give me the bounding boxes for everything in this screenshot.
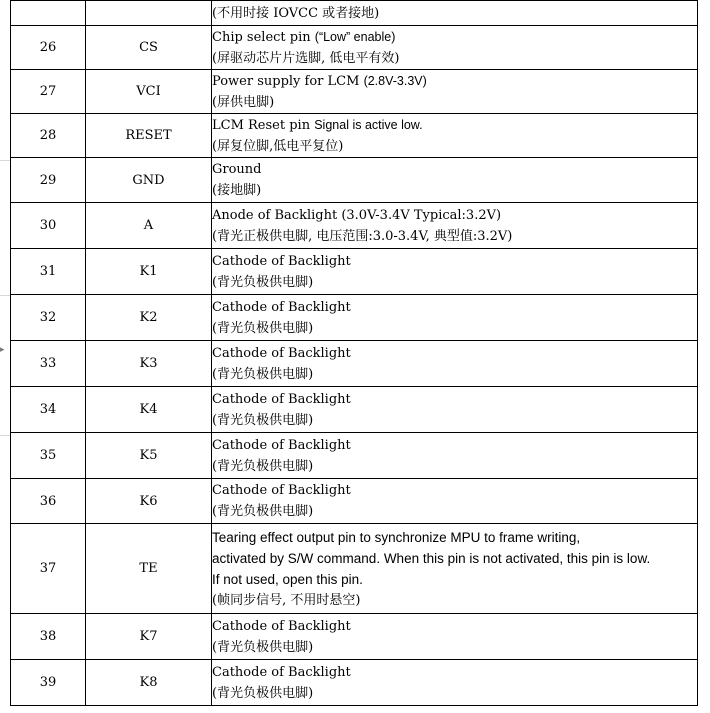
pin-number-cell: 35 — [11, 433, 86, 479]
description-note: (“Low” enable) — [314, 29, 396, 44]
pin-symbol-cell — [86, 1, 212, 26]
description-text: (背光负极供电脚) — [212, 458, 314, 474]
description-note: Signal is active low. — [314, 117, 423, 132]
pin-number-cell: 31 — [11, 249, 86, 295]
pin-definition-table — [10, 0, 698, 706]
pin-symbol-cell: GND — [86, 158, 212, 203]
table-row — [11, 341, 698, 387]
pin-number-cell: 36 — [11, 479, 86, 524]
pin-description-cell — [212, 114, 698, 158]
description-text: LCM Reset pin — [212, 117, 311, 133]
table-row — [11, 387, 698, 433]
pin-number-cell: 32 — [11, 295, 86, 341]
pin-description-cell — [212, 341, 698, 387]
description-text: Power supply for LCM — [212, 73, 360, 89]
description-line — [212, 343, 697, 364]
description-line — [212, 297, 697, 318]
description-line — [212, 364, 697, 385]
description-text: (背光负极供电脚) — [212, 504, 314, 519]
description-text: Anode of Backlight (3.0V-3.4V Typical:3.2V) — [212, 207, 502, 223]
table-row — [11, 249, 698, 295]
description-text: (背光正极供电脚, 电压范围:3.0-3.4V, 典型值:3.2V) — [212, 228, 513, 244]
pin-description-cell — [212, 249, 698, 295]
description-text: Cathode of Backlight — [212, 437, 351, 453]
description-line — [212, 226, 697, 247]
pin-number-cell: 37 — [11, 524, 86, 614]
pin-description-cell — [212, 387, 698, 433]
description-text: (屏复位脚,低电平复位) — [212, 138, 344, 154]
pin-description-cell — [212, 26, 698, 70]
table-row — [11, 660, 698, 706]
table-row — [11, 433, 698, 479]
description-line — [212, 389, 697, 410]
pin-description-cell — [212, 660, 698, 706]
description-text: Cathode of Backlight — [212, 483, 351, 498]
description-text: Cathode of Backlight — [212, 391, 351, 407]
description-line — [212, 590, 697, 611]
description-line — [212, 683, 697, 704]
description-text: Tearing effect output pin to synchronize MPU to frame writing, — [212, 529, 581, 545]
description-line — [212, 480, 697, 501]
description-line — [212, 456, 697, 477]
table-row — [11, 70, 698, 114]
pin-description-cell — [212, 614, 698, 660]
pin-description-cell — [212, 203, 698, 249]
pin-symbol-cell: K8 — [86, 660, 212, 706]
description-text: Chip select pin — [212, 29, 311, 45]
pin-number-cell — [11, 1, 86, 26]
description-text: (背光负极供电脚) — [212, 412, 314, 428]
description-line — [212, 637, 697, 658]
pin-number-cell: 27 — [11, 70, 86, 114]
description-line — [212, 251, 697, 272]
pin-table-body — [11, 1, 698, 706]
description-line — [212, 435, 697, 456]
description-text: (背光负极供电脚) — [212, 685, 314, 701]
pin-description-cell — [212, 158, 698, 203]
pin-symbol-cell: RESET — [86, 114, 212, 158]
pin-number-cell: 29 — [11, 158, 86, 203]
pin-number-cell: 38 — [11, 614, 86, 660]
pin-symbol-cell: VCI — [86, 70, 212, 114]
pin-symbol-cell: K1 — [86, 249, 212, 295]
description-text: activated by S/W command. When this pin is not activated, this pin is low. — [212, 550, 651, 566]
description-line — [212, 569, 697, 590]
pin-description-cell — [212, 479, 698, 524]
pin-symbol-cell: K4 — [86, 387, 212, 433]
pin-number-cell: 26 — [11, 26, 86, 70]
pin-description-cell — [212, 524, 698, 614]
description-line — [212, 92, 697, 113]
description-text: Cathode of Backlight — [212, 664, 351, 680]
description-line — [212, 27, 697, 48]
description-line — [212, 115, 697, 136]
description-text: (背光负极供电脚) — [212, 366, 314, 382]
description-line — [212, 48, 697, 69]
table-row — [11, 1, 698, 26]
pin-symbol-cell: K3 — [86, 341, 212, 387]
description-text: Cathode of Backlight — [212, 253, 351, 269]
table-row — [11, 614, 698, 660]
pin-symbol-cell: K6 — [86, 479, 212, 524]
description-line — [212, 159, 697, 180]
side-arrow-icon: ▸ — [0, 345, 5, 355]
description-line — [212, 662, 697, 683]
pin-description-cell — [212, 70, 698, 114]
description-line — [212, 180, 697, 201]
pin-number-cell: 39 — [11, 660, 86, 706]
table-row — [11, 203, 698, 249]
description-text: If not used, open this pin. — [212, 571, 363, 587]
margin-rule — [0, 160, 10, 161]
description-text: Cathode of Backlight — [212, 299, 351, 315]
table-row — [11, 524, 698, 614]
description-line — [212, 71, 697, 92]
pin-number-cell: 34 — [11, 387, 86, 433]
pin-number-cell: 30 — [11, 203, 86, 249]
table-row — [11, 114, 698, 158]
pin-number-cell: 28 — [11, 114, 86, 158]
pin-symbol-cell: TE — [86, 524, 212, 614]
description-line — [212, 318, 697, 339]
margin-rule — [0, 435, 10, 436]
pin-description-cell — [212, 295, 698, 341]
table-row — [11, 158, 698, 203]
margin-rule — [0, 295, 10, 296]
pin-number-cell: 33 — [11, 341, 86, 387]
description-line — [212, 205, 697, 226]
description-line — [212, 501, 697, 522]
description-text: (背光负极供电脚) — [212, 639, 314, 655]
pin-symbol-cell: CS — [86, 26, 212, 70]
description-line — [212, 616, 697, 637]
pin-description-cell — [212, 433, 698, 479]
pin-symbol-cell: A — [86, 203, 212, 249]
pin-symbol-cell: K2 — [86, 295, 212, 341]
description-text: (屏驱动芯片片选脚, 低电平有效) — [212, 50, 400, 66]
description-line — [212, 272, 697, 293]
description-text: Ground — [212, 162, 262, 177]
description-text: Cathode of Backlight — [212, 618, 351, 634]
description-text: (帧同步信号, 不用时悬空) — [212, 592, 361, 608]
table-row — [11, 26, 698, 70]
description-line — [212, 548, 697, 569]
description-text: Cathode of Backlight — [212, 345, 351, 361]
pin-symbol-cell: K5 — [86, 433, 212, 479]
description-note: (2.8V-3.3V) — [363, 73, 427, 88]
pin-symbol-cell: K7 — [86, 614, 212, 660]
description-line — [212, 136, 697, 157]
pin-description-cell — [212, 1, 698, 26]
description-text: (背光负极供电脚) — [212, 274, 314, 290]
table-row — [11, 479, 698, 524]
description-line — [212, 527, 697, 548]
description-text: (屏供电脚) — [212, 94, 275, 110]
description-line — [212, 410, 697, 431]
description-line — [212, 3, 697, 24]
description-text: (接地脚) — [212, 183, 262, 198]
description-text: (不用时接 IOVCC 或者接地) — [212, 6, 380, 21]
table-row — [11, 295, 698, 341]
description-text: (背光负极供电脚) — [212, 320, 314, 336]
